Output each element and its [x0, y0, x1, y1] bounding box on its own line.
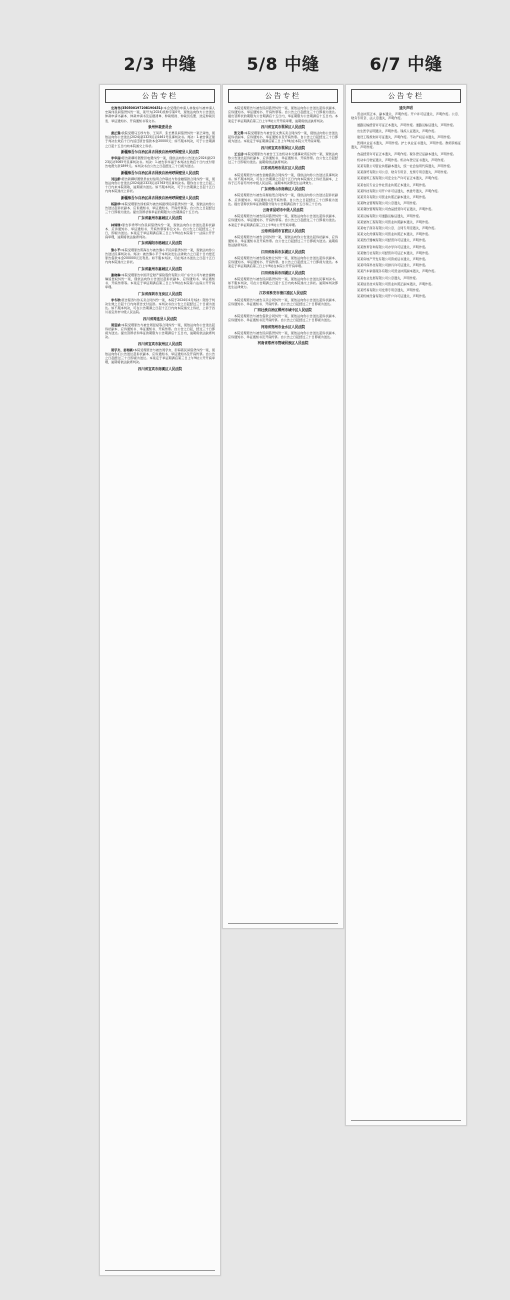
- notice-item: [351, 170, 461, 174]
- notice-title: 江苏省淮安市清江浦区人民法院: [259, 291, 307, 296]
- notice-body: [228, 152, 338, 165]
- notice-text: 某某旅行社有限公司经营许可证正本遗失，声明作废。: [357, 250, 432, 255]
- notice-text: 某某装饰工程有限公司营业执照副本遗失，声明作废。: [357, 219, 432, 224]
- notice-body: [228, 106, 338, 123]
- notice-title: 广东省深圳市龙岗区人民法院: [137, 291, 183, 296]
- notice-title: 云南省昆明市官渡区人民法院: [260, 228, 306, 233]
- notice-item: [105, 248, 215, 265]
- notice-text: 本院受理原告与被告房屋租赁合同纠纷一案，现依法向你公告送达起诉状副本、应诉通知书、举证通知书及开庭传票。自公告之日起经过三十日即视为送达。提出答辩状和举证的期限分别为公告期满后的十五日和三十日内。: [228, 193, 338, 206]
- notice-text: 某某房地产开发有限公司资质证书遗失，声明作废。: [357, 257, 429, 262]
- notice-item: [351, 195, 461, 199]
- notice-body: [351, 263, 461, 267]
- notice-text: 本院受理原告与被告合同纠纷一案，现依法向你公告送达起诉状副本、应诉通知书、举证通知书及开庭传票。自公告之日起经过三十日即视为送达。逾期将依法缺席判决。: [228, 235, 338, 248]
- notice-item: [105, 298, 215, 315]
- notice-title: 遗失声明: [399, 106, 413, 110]
- column-header: 公告专栏: [228, 89, 338, 103]
- spread-label-2-3: 2/3 中缝: [123, 55, 197, 75]
- notice-text: 本院受理原告与被告民间借贷纠纷一案，现依法向你公告送达起诉状副本、应诉通知书、举证通知书、开庭传票等。自公告之日起经过三十日即视为送达。提出答辩状的期限为公告期满后十五日内，举证期限为公告期满后十五日内。本案定于举证期满后第三日上午9时公开开庭审理，逾期将依法缺席判决。: [228, 106, 338, 123]
- notice-item: [228, 173, 338, 186]
- notice-addressee: 杨振珍:: [111, 201, 122, 206]
- notice-item: [351, 135, 461, 139]
- notice-item: [351, 176, 461, 180]
- notice-item: [228, 308, 338, 312]
- notice-item: [105, 348, 215, 365]
- notice-text: 某某环保科技有限公司排污许可证遗失，声明作废。: [357, 263, 429, 268]
- notice-body: [351, 207, 461, 211]
- notice-item: [228, 235, 338, 248]
- notice-item: [228, 256, 338, 269]
- notice-addressee: 张文勇:: [234, 131, 245, 136]
- notice-body: [351, 164, 461, 168]
- notice-item: [105, 202, 215, 215]
- notice-item: [228, 208, 338, 212]
- notice-item: [228, 341, 338, 345]
- notice-addressee: 谢晓琳:: [111, 272, 122, 277]
- notice-addressee: 周学友、彭海燕:: [111, 347, 135, 352]
- notice-title: 新疆维吾尔自治区昌吉回族自治州呼图壁县人民法院: [121, 195, 199, 200]
- notice-text: 某某医疗器械有限公司经营许可证遗失，声明作废。: [357, 238, 429, 243]
- notice-addressee: 黎小平:: [111, 247, 122, 252]
- notice-body: [351, 176, 461, 180]
- notice-body: [351, 245, 461, 249]
- notice-item: [351, 214, 461, 218]
- notice-text: 本院受理原告中国平安财产保险股份有限公司广东分公司与被告谢晓琳追偿权纠纷一案，现依法向你公告送达起诉状副本、应诉通知书、举证通知书、开庭传票等。本案定于举证期满后第三日上午9时在本院第六法庭公开开庭审理。: [105, 272, 215, 290]
- notice-item: [351, 269, 461, 273]
- notice-column-5-8[interactable]: [222, 84, 344, 929]
- column-body: [346, 106, 466, 299]
- notice-text: 医师执业证书遗失，声明作废。护士执业证书遗失，声明作废。教师资格证遗失，声明作废。: [351, 141, 461, 150]
- notice-item: [351, 106, 461, 110]
- notice-column-6-7[interactable]: [345, 84, 467, 1126]
- notice-body: [351, 226, 461, 230]
- notice-body: [105, 177, 215, 194]
- notice-item: [228, 291, 338, 295]
- notice-body: [228, 277, 338, 290]
- notice-item: [351, 164, 461, 168]
- notice-item: [351, 257, 461, 261]
- notice-text: 本院受理原告与被告民间借贷纠纷一案，现依法向你公告送达民事判决书。如不服本判决，可在公告期满之日起十五日内向本院递交上诉状。逾期本判决即发生法律效力。: [228, 276, 338, 290]
- notice-body: [351, 170, 461, 174]
- notice-item: [105, 150, 215, 154]
- notice-item: [351, 232, 461, 236]
- notice-text: 建设工程规划许可证遗失，声明作废。不动产权证书遗失，声明作废。: [357, 135, 453, 140]
- notice-text: 原告程涛与你买卖合同纠纷一案，本院于2024年4月判决：限你于判决生效之日起十日内向原告支付货款。本判决书自公告之日起经过三十日视为送达。如不服本判决，可在公告期满之日起十五日内向本院递交上诉状，上诉于四川省宜宾市中级人民法院。: [105, 297, 215, 315]
- notice-item: [105, 171, 215, 175]
- notice-text: 某某建筑工程有限公司安全生产许可证正本遗失，声明作废。: [357, 176, 441, 181]
- notice-text: 某某贸易有限公司发票专用章遗失，声明作废。: [357, 288, 422, 293]
- notice-body: [228, 235, 338, 248]
- notice-body: [351, 158, 461, 162]
- notice-body: [351, 294, 461, 298]
- column-body: [223, 106, 343, 345]
- notice-addressee: 李华丽:: [111, 156, 122, 161]
- notice-item: [351, 201, 461, 205]
- notice-item: [228, 271, 338, 275]
- notice-item: [228, 331, 338, 339]
- notice-item: [228, 298, 338, 306]
- notice-item: [228, 193, 338, 206]
- notice-text: 某某餐饮管理有限公司食品经营许可证遗失，声明作废。: [357, 207, 435, 212]
- notice-item: [105, 177, 215, 194]
- notice-body: [351, 129, 461, 133]
- notice-body: [351, 195, 461, 199]
- notice-item: [351, 226, 461, 230]
- notice-item: [105, 223, 215, 240]
- notice-item: [228, 214, 338, 227]
- notice-body: [351, 220, 461, 224]
- notice-title: 四川省宜宾市翠屏区人民法院: [260, 124, 306, 129]
- notice-item: [105, 317, 215, 321]
- notice-text: 某某商贸有限公司公章、财务专用章、发票专用章遗失，声明作废。: [357, 170, 450, 175]
- notice-text: 某某教育咨询有限公司办学许可证遗失，声明作废。: [357, 244, 429, 249]
- notice-body: [351, 282, 461, 286]
- notice-addressee: 林锦锋:: [111, 222, 122, 227]
- notice-text: 本院受理原告陈海生与被告黎小平民间借贷纠纷一案，现依法向你公告送达民事判决书。判决：被告黎小平于本判决发生法律效力之日起十日内偿还原告借款本金200000元及利息。如不服本判决，可在判决书送达之日起十五日内向本院递交上诉状。: [105, 247, 215, 265]
- notice-text: 某某农民专业合作社营业执照正本遗失，声明作废。: [357, 182, 429, 187]
- notice-item: [351, 207, 461, 211]
- notice-text: 某某汽车销售服务有限公司营业执照副本遗失，声明作废。: [357, 269, 438, 274]
- notice-body: [105, 223, 215, 240]
- spread-label-6-7: 6/7 中缝: [369, 55, 443, 75]
- notice-item: [105, 292, 215, 296]
- notice-body: [105, 248, 215, 265]
- notice-item: [351, 220, 461, 224]
- notice-title: 江苏省苏州市吴江区人民法院: [260, 166, 306, 171]
- column-header: 公告专栏: [105, 89, 215, 103]
- notice-item: [105, 131, 215, 148]
- notice-item: [228, 125, 338, 129]
- notice-text: 本院受理原告与被告王玉洁机动车交通事故责任纠纷一案，现依法向你公告送达起诉状副本、应诉通知书、举证通知书、开庭传票。自公告之日起经过三十日即视为送达。逾期将依法缺席判决。: [228, 151, 338, 165]
- notice-item: [228, 166, 338, 170]
- notice-body: [105, 273, 215, 290]
- notice-addressee: 王玉洁:: [234, 151, 245, 156]
- notice-item: [228, 146, 338, 150]
- notice-title: 河南省郑州市金水区人民法院: [260, 324, 306, 329]
- notice-body: [105, 156, 215, 169]
- notice-text: 某某有限公司营业执照副本遗失，统一社会信用代码遗失，声明作废。: [357, 164, 453, 169]
- notice-body: [351, 135, 461, 139]
- notice-item: [105, 323, 215, 340]
- notice-text: 本会受理的申请人林俊东与被申请人史海伟民间借贷纠纷一案，案号为(2024)泉仲字第0号，现依法向你方公告送达仲裁申请书副本、仲裁申请书及证据清单、仲裁规则、仲裁员名册、选定仲裁员表、举证通知书、开庭通知书等文书。: [105, 106, 216, 123]
- notice-item: [228, 250, 338, 254]
- notice-title: 泉州仲裁委员会: [148, 124, 172, 129]
- notice-column-2-3[interactable]: [99, 84, 221, 1276]
- notice-item: [105, 125, 215, 129]
- notice-body: [351, 288, 461, 292]
- notice-item: [228, 314, 338, 322]
- notice-item: [351, 112, 461, 120]
- notice-body: [228, 314, 338, 322]
- notice-text: 本院受理原告与被告借款合同纠纷一案，现依法向你公告送达起诉状副本、应诉通知书、举证通知书及开庭传票。自公告之日起经过三十日即视为送达。: [228, 314, 338, 323]
- notice-body: [351, 269, 461, 273]
- notice-addressee: 黄正强:: [111, 131, 122, 136]
- notice-body: [105, 131, 215, 148]
- notice-title: 四川省宜宾市叙州区人民法院: [137, 341, 183, 346]
- notice-text: 某某物业管理有限公司公章遗失，声明作废。: [357, 201, 419, 206]
- notice-text: 本院受理原告与被告金融借款合同纠纷一案，现依法向你公告送达民事判决书。如不服本判决，可在公告期满之日起十五日内向本院递交上诉状及副本，上诉于江苏省苏州市中级人民法院。逾期本判决即发生法律效力。: [228, 172, 338, 186]
- notice-addressee: 李冬秋:: [111, 297, 122, 302]
- notice-body: [228, 131, 338, 144]
- notice-item: [351, 294, 461, 298]
- notice-title: 四川省筠连县人民法院: [143, 316, 177, 321]
- notice-item: [351, 183, 461, 187]
- notice-body: [228, 298, 338, 306]
- notice-body: [351, 112, 461, 120]
- notice-item: [228, 325, 338, 329]
- notice-text: 本院受理原告与被告周学友、彭海燕民间借贷纠纷一案，现依法向你们公告送达起诉状副本、应诉通知书、举证通知书及开庭传票。自公告之日起经过三十日即视为送达。本案定于举证期满后第三日上午9时公开开庭审理，逾期将依法缺席判决。: [105, 347, 216, 365]
- notice-title: 江西省南昌市西湖区人民法院: [260, 270, 306, 275]
- notice-text: 原告李秀琴与你民间借贷纠纷一案，现依法向你公告送达起诉状副本、应诉通知书、举证通知书、开庭传票等诉讼文书。自公告之日起经过三十日，即视为送达。本案定于举证期满后第三日上午9时在本院第十一法庭公开开庭审理，逾期将依法缺席判决。: [105, 222, 215, 240]
- notice-title: 云南省昆明市中级人民法院: [262, 208, 304, 213]
- notice-body: [351, 214, 461, 218]
- notice-title: 四川省宜宾市南溪区人民法院: [137, 366, 183, 371]
- notice-body: [105, 298, 215, 315]
- notice-item: [351, 129, 461, 133]
- notice-text: 我院受理马玉珍与你、王凤声、张长勇民间借贷纠纷一案已审结，现依法向你公告送达(2024)新2325民初1461号民事判决书。判决：1.被告黄正强于判决生效后十日内返还原告借款本金20000元；如不服本判决，可于公告期满之日起十五日内向本院递交上诉状。: [105, 131, 215, 148]
- notice-item: [105, 342, 215, 346]
- notice-title: 新疆维吾尔自治区昌吉回族自治州呼图壁县人民法院: [121, 149, 199, 154]
- notice-text: 某某劳务有限公司营业执照正副本遗失，声明作废。: [357, 195, 429, 200]
- notice-body: [228, 193, 338, 206]
- notice-text: 某某科技有限公司开户许可证遗失，核准号遗失，声明作废。: [357, 188, 441, 193]
- column-bottom-rule: [105, 1270, 215, 1271]
- notice-body: [351, 232, 461, 236]
- notice-text: 某某电子商务有限公司公章、合同专用章遗失，声明作废。: [357, 226, 438, 231]
- notice-text: 原告新疆呼图壁县农村信用合作联社与你金融借款合同纠纷一案，现依法向你公告送达(2024)新2323民初2763号民事判决书。限你自公告之日起三十日内来本院领取，逾期视为送达。如不服本判决，可于公告期满之日起十五日内向本院递交上诉状。: [105, 176, 215, 194]
- notice-body: [351, 276, 461, 280]
- notice-text: 本院受理原告与被告民间借贷纠纷一案，现依法向你公告送达起诉状副本、应诉通知书、举证通知书、开庭传票等。自公告之日起经过三十日即视为送达。本案定于举证期满后第三日上午9时公开开庭审理。: [228, 214, 338, 227]
- notice-addressee: 周显斌:: [111, 322, 122, 327]
- notice-item: [105, 196, 215, 200]
- notice-text: 某某农业发展有限公司公章遗失，声明作废。: [357, 275, 419, 280]
- notice-text: 本院受理原告与被告周显斌等合同纠纷一案，现依法向你公告送达起诉状副本、应诉通知书、举证通知书、开庭传票。自公告之日起，经过三十日即视为送达。提出答辩状和举证的期限为公告期满后十五日内，逾期将依法缺席判决。: [105, 322, 215, 340]
- notice-text: 某某信息技术有限公司营业执照正副本遗失，声明作废。: [357, 281, 435, 286]
- notice-body: [105, 323, 215, 340]
- notice-text: 本院受理原告与被告股权转让纠纷一案，现依法向你公告送达起诉状副本、应诉通知书、举证通知书、开庭传票。自公告之日起经过三十日即视为送达。本案定于举证期满后第三日上午9时在本院公开开庭审理。: [228, 255, 338, 269]
- notice-text: 食品经营许可证正本遗失，声明作废。税务登记证副本遗失，声明作废。: [357, 151, 456, 156]
- column-bottom-rule: [228, 923, 338, 924]
- notice-item: [105, 367, 215, 371]
- column-bottom-rule: [351, 1120, 461, 1121]
- notice-item: [228, 106, 338, 123]
- notice-item: [105, 241, 215, 245]
- notice-text: 营业执照正本、副本遗失，声明作废。开户许可证遗失，声明作废。公章、财务专用章、法人章遗失，声明作废。: [351, 112, 461, 121]
- notice-item: [351, 189, 461, 193]
- notice-body: [228, 331, 338, 339]
- notice-text: 机动车行驶证遗失，声明作废。机动车登记证书遗失，声明作废。: [357, 157, 447, 162]
- notice-item: [228, 277, 338, 290]
- column-header: 公告专栏: [351, 89, 461, 103]
- notice-body: [351, 183, 461, 187]
- notice-title: 广东省惠州市惠城区人民法院: [137, 266, 183, 271]
- notice-item: [351, 238, 461, 242]
- notice-text: 本院受理原告徐柏荣与被告杨振珍民间借贷纠纷一案，现依法向你公告送达起诉状副本、应诉通知书、举证通知书、开庭传票等。自公告之日起经过三十日即视为送达。提出答辩状和举证的期限为公告期满后十五日内。: [105, 201, 215, 215]
- notice-item: [351, 245, 461, 249]
- notice-title: 新疆维吾尔自治区昌吉回族自治州呼图壁县人民法院: [121, 170, 199, 175]
- notice-item: [351, 263, 461, 267]
- notice-text: 原告新疆呼图壁县电费纠纷一案，现依法向你公告送达(2024)新2323民初5065号民事判决书。判决：1.被告李华丽于本判决生效后十日内支付原告电费欠款1899元。本判决书自公告之日起经过三十日视为送达。: [105, 156, 215, 169]
- notice-title: 广东省揭阳市榕城区人民法院: [137, 241, 183, 246]
- notice-item: [351, 288, 461, 292]
- notice-title: 河南省郑州市管城回族区人民法院: [257, 341, 309, 346]
- notice-addressee: 史海伟(350500197208190451):: [111, 106, 164, 110]
- notice-item: [351, 276, 461, 280]
- notice-title: 四川省宜宾市翠屏区人民法院: [260, 145, 306, 150]
- notice-body: [351, 123, 461, 127]
- notice-item: [105, 106, 215, 123]
- notice-body: [105, 106, 215, 123]
- notice-body: [351, 238, 461, 242]
- notice-item: [351, 152, 461, 156]
- notice-body: [228, 256, 338, 269]
- notice-text: 某某机械设备有限公司开户许可证遗失，声明作废。: [357, 294, 429, 299]
- notice-item: [351, 123, 461, 127]
- notice-text: 某某运输有限公司道路运输证遗失，声明作废。: [357, 213, 422, 218]
- notice-text: 本院受理原告与被告民间借贷纠纷一案，现依法向你公告送达起诉状副本、应诉通知书、举证通知书及开庭传票。自公告之日起经过三十日即视为送达。: [228, 330, 338, 339]
- notice-addressee: 刘远新:: [111, 176, 122, 181]
- notice-body: [105, 202, 215, 215]
- notice-title: 广东省佛山市南海区人民法院: [260, 187, 306, 192]
- notice-text: 出生医学证明遗失，声明作废。残疾人证遗失，声明作废。: [357, 128, 438, 133]
- notice-text: 道路运输经营许可证正本遗失，声明作废。道路运输证遗失，声明作废。: [357, 122, 456, 127]
- notice-body: [351, 189, 461, 193]
- notice-item: [228, 131, 338, 144]
- notice-item: [105, 273, 215, 290]
- notice-body: [351, 251, 461, 255]
- notice-item: [228, 229, 338, 233]
- notice-item: [351, 158, 461, 162]
- notice-body: [228, 173, 338, 186]
- notice-body: [351, 141, 461, 149]
- notice-text: 本院受理原告与被告张文勇买卖合同纠纷一案，现依法向你公告送达起诉状副本、应诉通知书、举证通知书及开庭传票。自公告之日起经过三十日即视为送达。本案定于举证期满后第三日上午9时在本院公开开庭审理。: [228, 131, 338, 144]
- notice-item: [105, 267, 215, 271]
- notice-title: 广西壮族自治区柳州市城中区人民法院: [254, 307, 312, 312]
- notice-body: [351, 201, 461, 205]
- notice-body: [228, 214, 338, 227]
- notice-title: 江西省南昌市东湖区人民法院: [260, 249, 306, 254]
- notice-item: [105, 216, 215, 220]
- spread-label-5-8: 5/8 中缝: [246, 55, 320, 75]
- notice-body: [351, 257, 461, 261]
- notice-item: [351, 282, 461, 286]
- notice-body: [105, 348, 215, 365]
- notice-item: [228, 152, 338, 165]
- notice-item: [351, 251, 461, 255]
- notice-text: 某某文化传媒有限公司营业执照正本遗失，声明作废。: [357, 232, 432, 237]
- notice-item: [105, 156, 215, 169]
- notice-title: 广东省惠州市惠城区人民法院: [137, 216, 183, 221]
- notice-body: [351, 152, 461, 156]
- notice-text: 本院受理原告与被告买卖合同纠纷一案，现依法向你公告送达起诉状副本、应诉通知书、举证通知书、开庭传票。自公告之日起经过三十日即视为送达。: [228, 297, 338, 306]
- column-body: [100, 106, 220, 371]
- notice-item: [351, 141, 461, 149]
- notice-item: [228, 187, 338, 191]
